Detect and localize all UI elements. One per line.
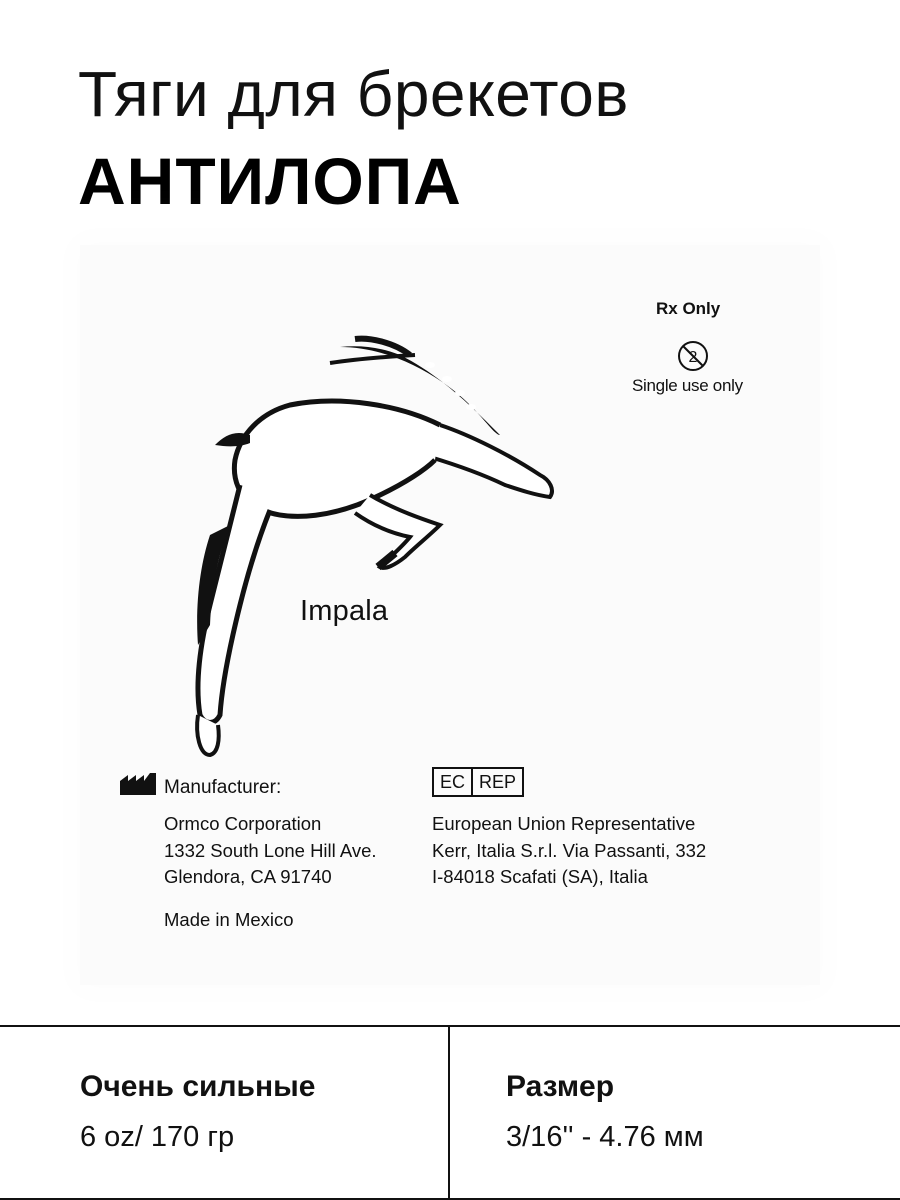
eu-rep-line: European Union Representative	[432, 813, 696, 834]
manufacturer-heading: Manufacturer:	[164, 777, 282, 798]
ec-rep-symbol	[432, 767, 524, 797]
rx-only-label: Rx Only	[656, 299, 721, 318]
manufacturer-line: 1332 South Lone Hill Ave.	[164, 840, 377, 861]
package-label	[80, 245, 820, 985]
single-use-label: Single use only	[632, 376, 743, 395]
size-value: 3/16'' - 4.76 мм	[506, 1121, 704, 1153]
ec-text: EC	[434, 769, 473, 795]
strength-value: 6 oz/ 170 гр	[80, 1121, 235, 1153]
manufacturer-line: Ormco Corporation	[164, 813, 322, 834]
factory-icon	[120, 773, 156, 795]
manufacturer-line: Glendora, CA 91740	[164, 866, 332, 887]
eu-rep-line: I-84018 Scafati (SA), Italia	[432, 866, 648, 887]
rep-text: REP	[479, 772, 517, 792]
eu-rep-line: Kerr, Italia S.r.l. Via Passanti, 332	[432, 840, 707, 861]
strength-title: Очень сильные	[80, 1070, 316, 1103]
antelope-illustration	[140, 285, 600, 765]
made-in-line: Made in Mexico	[164, 909, 294, 930]
specs-divider	[448, 1027, 450, 1200]
size-title: Размер	[506, 1070, 615, 1103]
specs-table	[0, 1025, 900, 1200]
product-label-name: Impala	[300, 595, 389, 627]
page-title: Тяги для брекетов	[78, 58, 629, 130]
do-not-reuse-icon	[676, 339, 710, 373]
product-name-heading: АНТИЛОПА	[78, 144, 462, 218]
svg-text:2: 2	[688, 349, 698, 366]
